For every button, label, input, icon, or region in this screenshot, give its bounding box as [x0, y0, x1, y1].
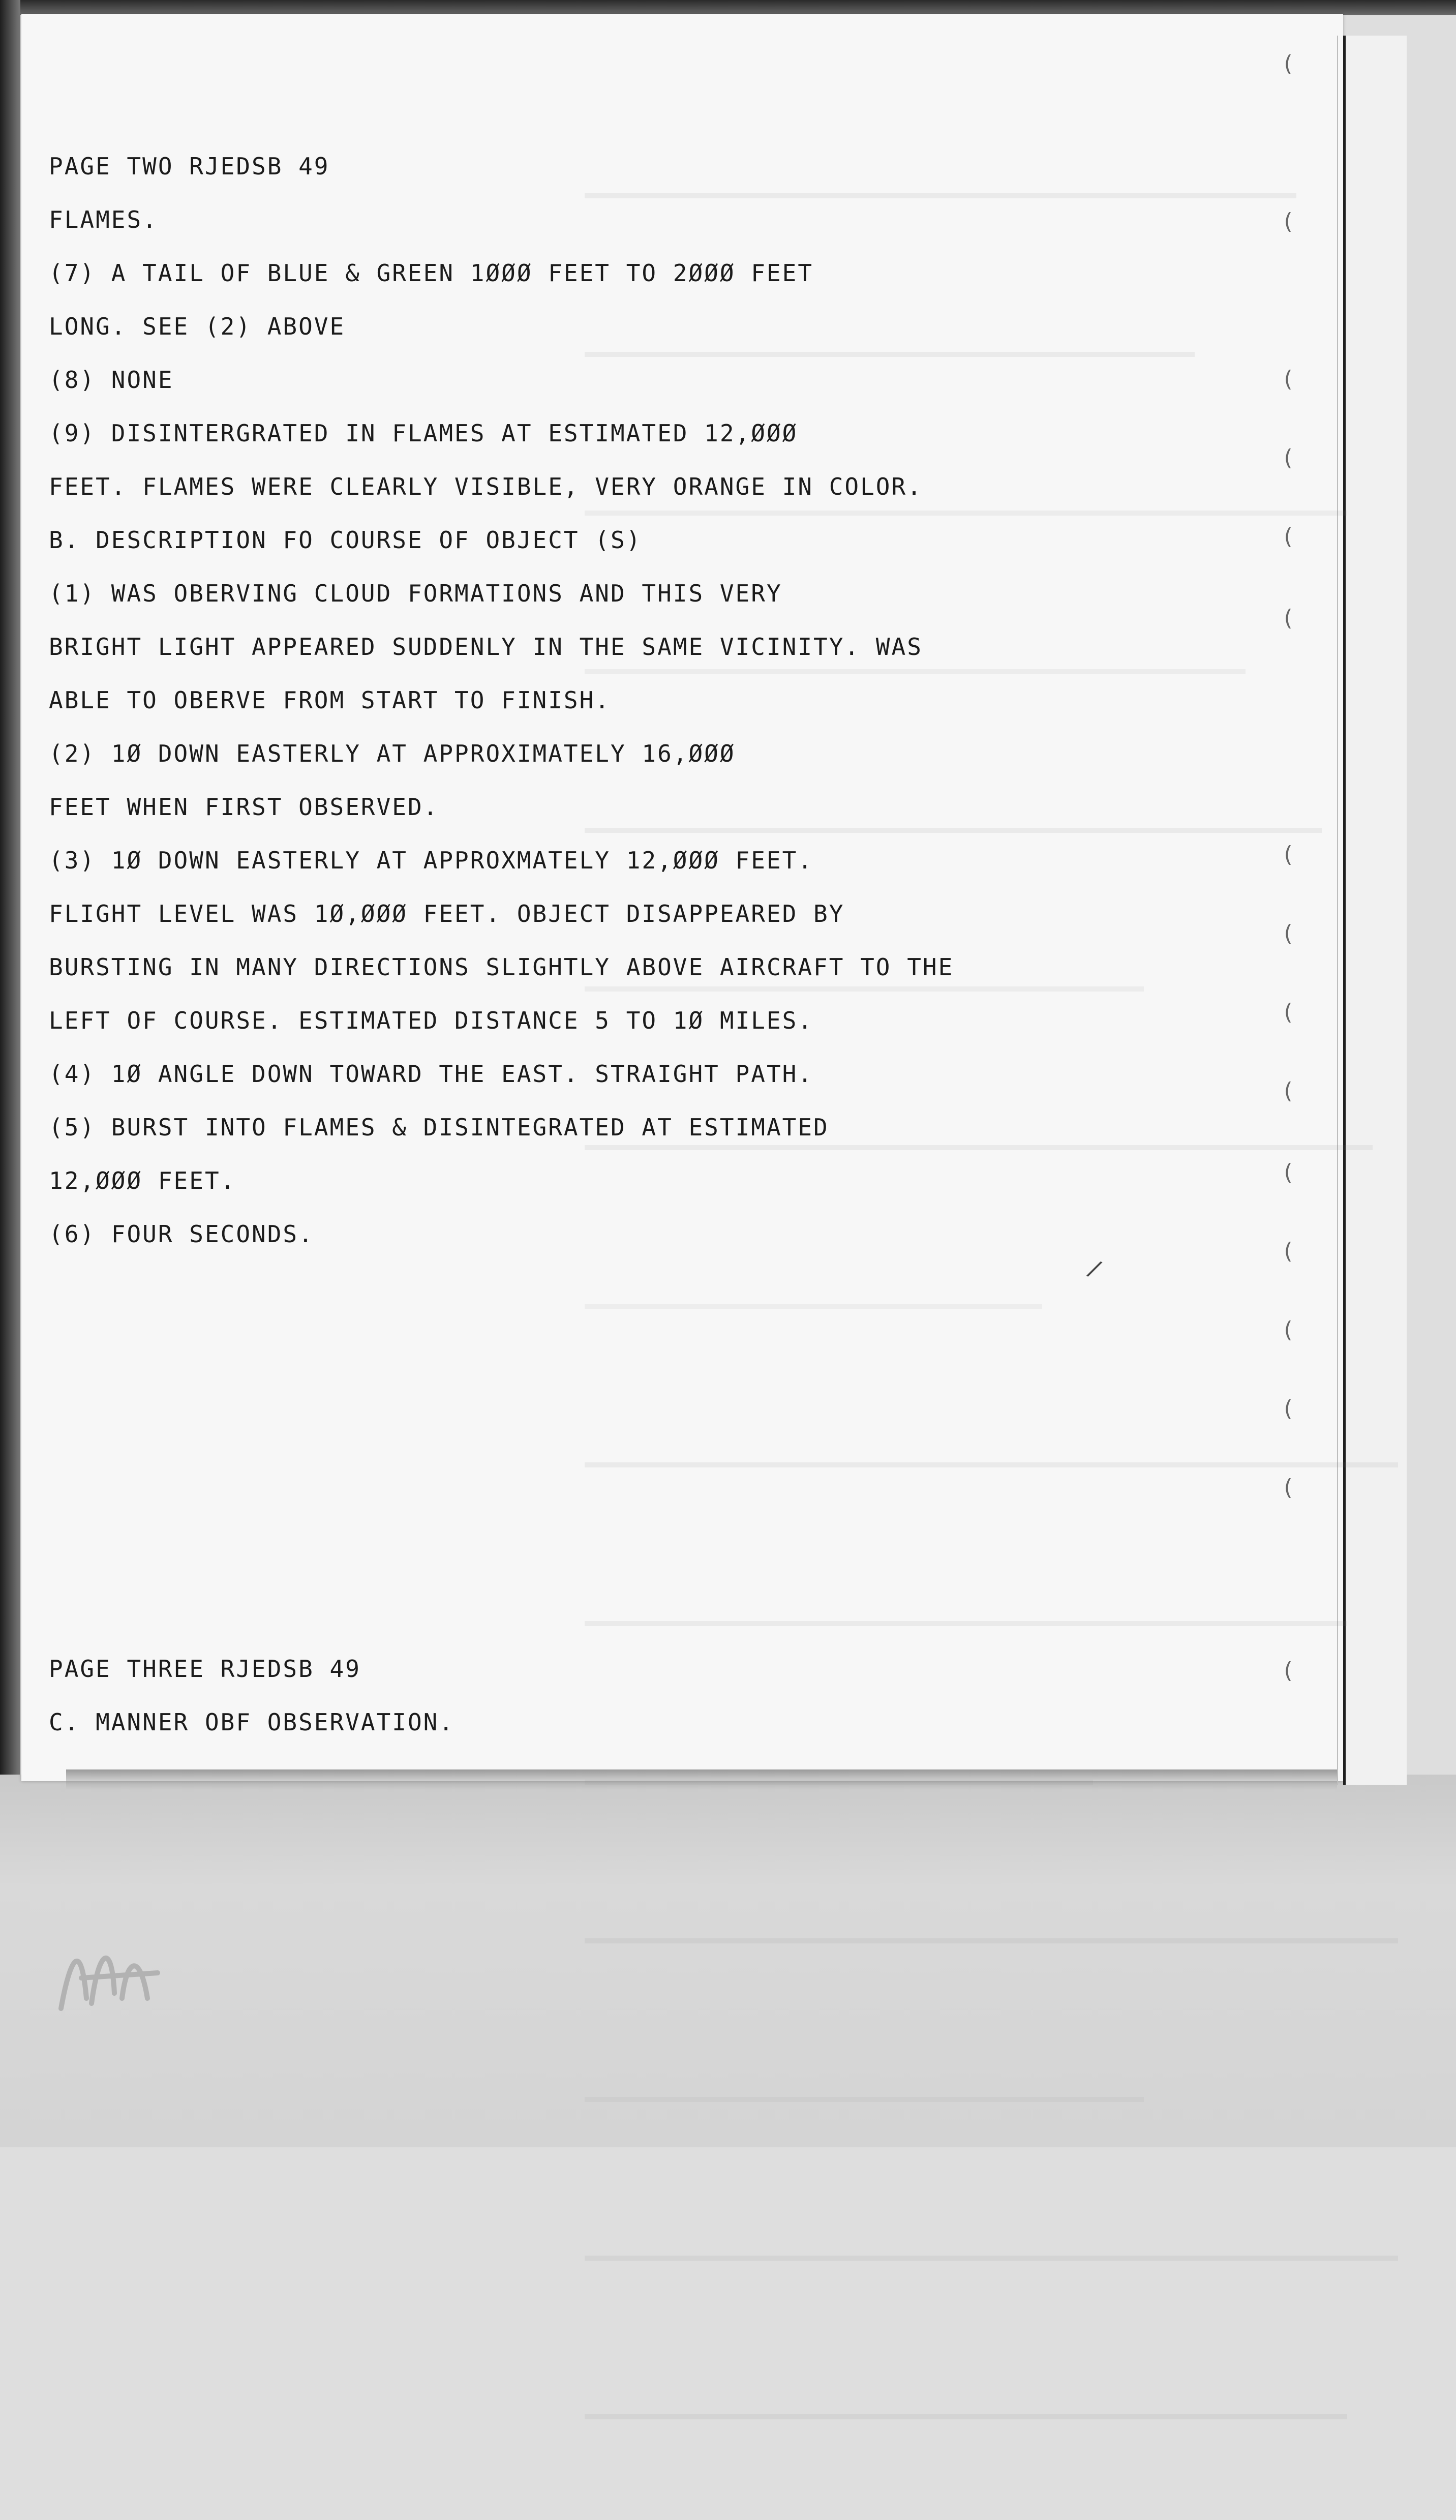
- text-line: 12,ØØØ FEET.: [49, 1167, 236, 1194]
- hole-mark-icon: (: [1281, 1475, 1295, 1501]
- text-line: (6) FOUR SECONDS.: [49, 1220, 314, 1248]
- hole-mark-icon: (: [1281, 1159, 1295, 1185]
- text-line: LEFT OF COURSE. ESTIMATED DISTANCE 5 TO 1Ø MILES.: [49, 1007, 814, 1034]
- text-line: LONG. SEE (2) ABOVE: [49, 313, 346, 340]
- text-line: (9) DISINTERGRATED IN FLAMES AT ESTIMATED 12,ØØØ: [49, 419, 798, 447]
- hole-mark-icon: (: [1281, 366, 1295, 392]
- hole-mark-icon: (: [1281, 605, 1295, 631]
- text-line: (5) BURST INTO FLAMES & DISINTEGRATED AT ESTIMATED: [49, 1114, 829, 1141]
- text-line: (3) 1Ø DOWN EASTERLY AT APPROXMATELY 12,ØØØ FEET.: [49, 847, 814, 874]
- text-line: FEET. FLAMES WERE CLEARLY VISIBLE, VERY ORANGE IN COLOR.: [49, 473, 923, 500]
- hole-mark-icon: (: [1281, 842, 1295, 867]
- text-line: BURSTING IN MANY DIRECTIONS SLIGHTLY ABOVE AIRCRAFT TO THE: [49, 953, 954, 981]
- page-three-heading: PAGE THREE RJEDSB 49: [49, 1655, 361, 1683]
- hole-mark-icon: (: [1281, 1658, 1295, 1684]
- text-line: (7) A TAIL OF BLUE & GREEN 1ØØØ FEET TO 2ØØØ FEET: [49, 259, 814, 287]
- text-line: ABLE TO OBERVE FROM START TO FINISH.: [49, 686, 611, 714]
- text-line: PAGE TWO RJEDSB 49: [49, 153, 330, 180]
- text-line: BRIGHT LIGHT APPEARED SUDDENLY IN THE SAME VICINITY. WAS: [49, 633, 923, 661]
- hole-mark-icon: (: [1281, 1317, 1295, 1343]
- text-line: (1) WAS OBERVING CLOUD FORMATIONS AND THIS VERY: [49, 580, 782, 607]
- scan-edge-left: [0, 0, 20, 1810]
- hole-mark-icon: (: [1281, 1238, 1295, 1264]
- text-line: B. DESCRIPTION FO COURSE OF OBJECT (S): [49, 526, 642, 554]
- hole-mark-icon: (: [1281, 1078, 1295, 1104]
- text-line: (4) 1Ø ANGLE DOWN TOWARD THE EAST. STRAIGHT PATH.: [49, 1060, 814, 1088]
- text-line: FLAMES.: [49, 206, 158, 233]
- hole-mark-icon: (: [1281, 920, 1295, 946]
- text-line: C. MANNER OBF OBSERVATION.: [49, 1708, 455, 1736]
- hole-mark-icon: (: [1281, 524, 1295, 550]
- handwritten-scribble: [51, 1922, 173, 2024]
- hole-mark-icon: (: [1281, 445, 1295, 471]
- hole-mark-icon: (: [1281, 999, 1295, 1025]
- stray-pen-mark: /: [1084, 1254, 1106, 1283]
- hole-mark-icon: (: [1281, 51, 1295, 77]
- text-line: FEET WHEN FIRST OBSERVED.: [49, 793, 439, 821]
- hole-mark-icon: (: [1281, 208, 1295, 234]
- hole-mark-icon: (: [1281, 1396, 1295, 1422]
- text-line: (8) NONE: [49, 366, 174, 394]
- scan-edge-top: [0, 0, 1456, 15]
- text-line: FLIGHT LEVEL WAS 1Ø,ØØØ FEET. OBJECT DISAPPEARED BY: [49, 900, 845, 927]
- text-line: (2) 1Ø DOWN EASTERLY AT APPROXIMATELY 16,ØØØ: [49, 740, 736, 767]
